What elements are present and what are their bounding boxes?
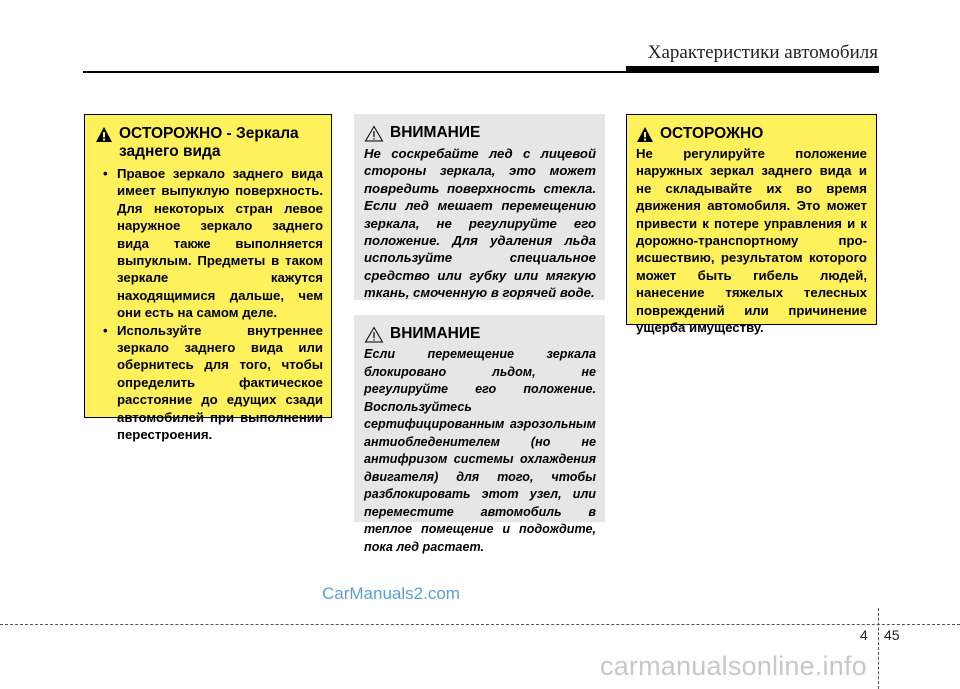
caution-box-header (636, 125, 867, 143)
notice-title: ВНИМАНИЕ (390, 325, 481, 342)
caution-title: ОСТОРОЖНО - Зеркала (119, 125, 299, 142)
carmanualsonline-watermark: carmanualsonline.info (600, 651, 867, 681)
footer-divider (878, 608, 879, 689)
footer-rule (0, 624, 960, 625)
notice-box-header (364, 124, 596, 142)
caution-box-mirrors-header (95, 125, 323, 161)
header-rule (83, 71, 626, 73)
chapter-number: 4 (860, 627, 868, 643)
caution-box-adjusting (626, 114, 877, 336)
warning-triangle-icon (95, 126, 113, 143)
warning-triangle-outline-icon (364, 125, 384, 142)
header-bar (626, 66, 879, 73)
notice-title: ВНИМАНИЕ (390, 124, 481, 141)
caution-box-mirrors (84, 114, 332, 443)
notice-box-ice-blocked (354, 315, 605, 554)
caution-body: Не регулируйте положение наружных зеркал заднего вида и не складывайте их во время движения автомобиля. Это может привести к потере управления и к дорожно-транспортному про- исшествию, результатом которого может быть гибель людей, нанесение тяжелых телесных повреждений или причинение ущерба имуществу. (636, 146, 867, 336)
notice-body: Не соскребайте лед с лицевой стороны зеркала, это может повредить поверхность стекла. Если лед мешает перемещению зеркала, не регулируйте его положение. Для удаления льда используйте специальное средство или губку или мягкую ткань, смоченную в горячей воде. (364, 146, 596, 301)
caution-title-line2: заднего вида (119, 143, 221, 160)
carmanuals2-watermark: CarManuals2.com (322, 584, 460, 603)
notice-box-header (364, 325, 596, 343)
caution-bullet-1: • Правое зеркало заднего вида имеет выпуклую поверхность. Для некоторых стран левое наружное зеркало заднего вида также выполняется выпуклым. Предметы в таком зеркале кажутся находящимися дальше, чем они есть на самом деле. (95, 165, 323, 322)
notice-box-ice-scraping (354, 114, 605, 300)
chapter-title: Характеристики автомобиля (647, 42, 878, 63)
caution-bullet-list (95, 165, 323, 444)
notice-body: Если перемещение зеркала блокировано льдом, не регулируйте его положение. Воспользуйтесь сертифицированным аэрозольным антиобледенителем (но не антифризом системы охлаждения двигателя) для того, чтобы разблокировать этот узел, или переместите автомобиль в теплое помещение и подождите, пока лед растает. (364, 347, 596, 554)
page-number: 45 (884, 627, 900, 643)
caution-bullet-2: • Используйте внутреннее зеркало заднего вида или обернитесь для того, чтобы определить фактическое расстояние до едущих сзади автомобилей при выполнении перестроения. (95, 322, 323, 444)
caution-title: ОСТОРОЖНО (660, 125, 764, 142)
warning-triangle-icon (636, 126, 654, 143)
warning-triangle-outline-icon (364, 326, 384, 343)
